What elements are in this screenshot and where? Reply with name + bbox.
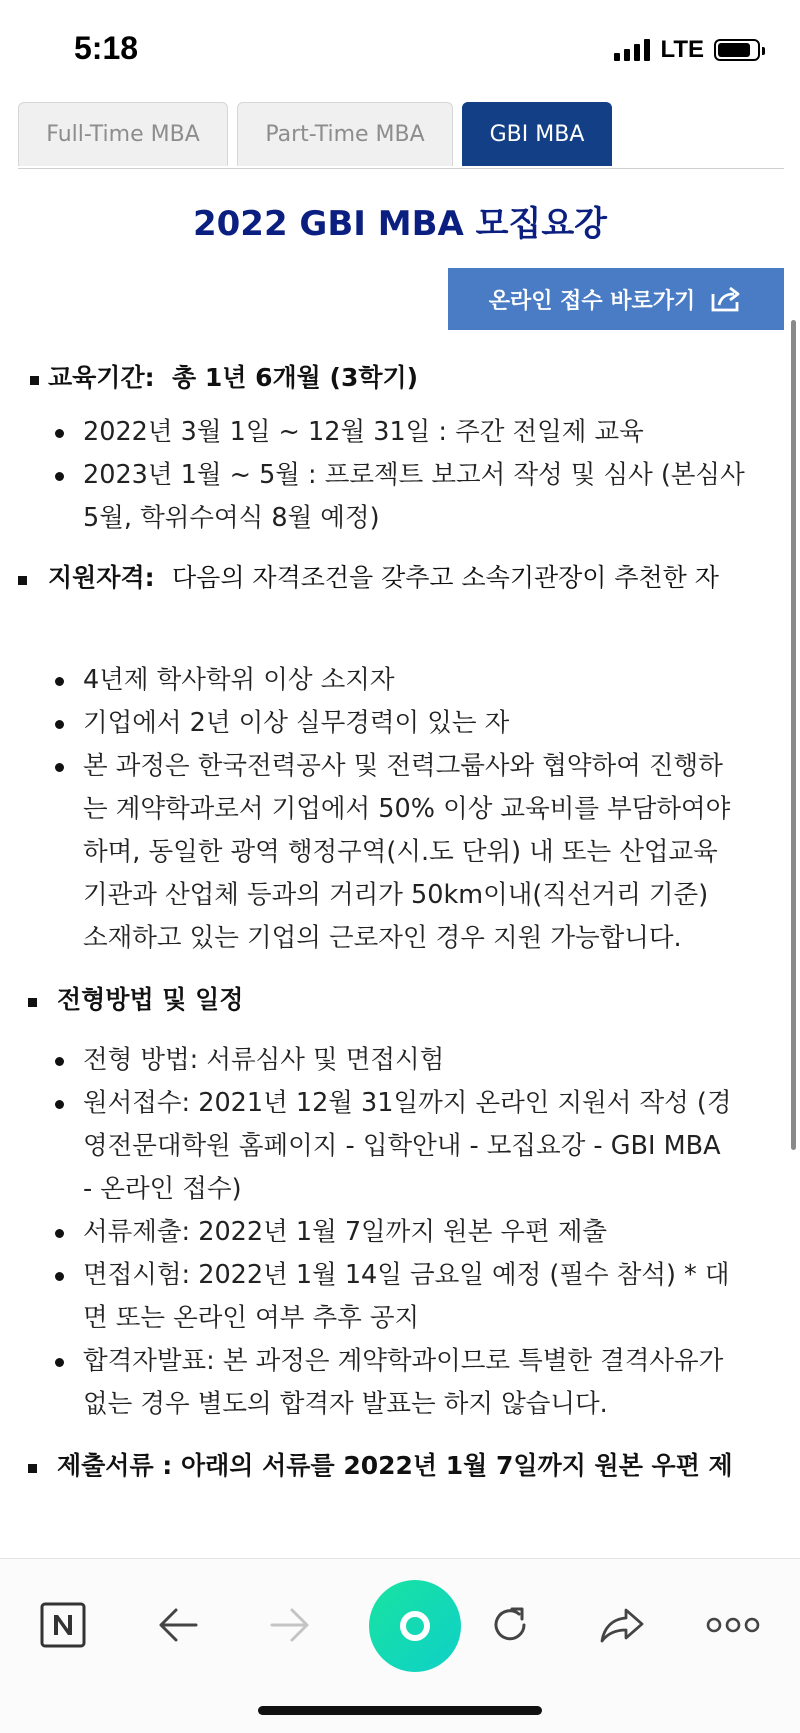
- scrollbar[interactable]: [791, 320, 796, 1150]
- list-item: 전형 방법: 서류심사 및 면접시험: [0, 1039, 790, 1082]
- section-period-heading: 교육기간: 총 1년 6개월 (3학기): [30, 360, 790, 395]
- list-item: 면접시험: 2022년 1월 14일 금요일 예정 (필수 참석) * 대 면 또는 온라인 여부 추후 공지: [0, 1254, 790, 1340]
- naver-n-icon: [40, 1602, 86, 1648]
- list-item: 합격자발표: 본 과정은 계약학과이므로 특별한 결격사유가 없는 경우 별도의 합격자 발표는 하지 않습니다.: [0, 1340, 790, 1426]
- share-icon: [598, 1604, 646, 1646]
- status-time: 5:18: [74, 30, 139, 66]
- reload-icon: [488, 1603, 532, 1647]
- tab-part-time-mba[interactable]: Part-Time MBA: [237, 102, 453, 166]
- battery-icon: [714, 39, 760, 61]
- square-bullet-icon: [28, 998, 37, 1007]
- section-selection-heading: 전형방법 및 일정: [28, 982, 790, 1017]
- status-bar: [0, 0, 800, 100]
- list-item: 본 과정은 한국전력공사 및 전력그룹사와 협약하여 진행하 는 계약학과로서 기업에서 50% 이상 교육비를 부담하여야 하며, 동일한 광역 행정구역(시.도 단위) 내 또는 산업교육 기관과 산업체 등과의 거리가 50km이내(직선거리 기준) 소재하고 있는 기업의 근로자인 경우 지원 가능합니다.: [0, 745, 790, 960]
- section-eligibility-heading: 지원자격: 다음의 자격조건을 갖추고 소속기관장이 추천한 자: [18, 560, 790, 595]
- list-item: 원서접수: 2021년 12월 31일까지 온라인 지원서 작성 (경 영전문대학원 홈페이지 - 입학안내 - 모집요강 - GBI MBA - 온라인 접수): [0, 1082, 790, 1211]
- mba-tabs: [18, 102, 784, 169]
- forward-button[interactable]: [268, 1597, 312, 1653]
- eligibility-list: [0, 659, 790, 960]
- tab-gbi-mba[interactable]: GBI MBA: [462, 102, 612, 166]
- more-button[interactable]: [706, 1597, 760, 1653]
- back-button[interactable]: [156, 1597, 200, 1653]
- signal-icon: [614, 39, 650, 61]
- list-item: 기업에서 2년 이상 실무경력이 있는 자: [0, 702, 790, 745]
- selection-list: [0, 1039, 790, 1426]
- content: [0, 360, 790, 1483]
- more-icon: [706, 1615, 760, 1635]
- list-item: 2023년 1월 ~ 5월 : 프로젝트 보고서 작성 및 심사 (본심사 5월, 학위수여식 8월 예정): [0, 454, 790, 540]
- period-list: [0, 411, 790, 540]
- list-item: 서류제출: 2022년 1월 7일까지 원본 우편 제출: [0, 1211, 790, 1254]
- naver-home-button[interactable]: [40, 1597, 86, 1653]
- share-button[interactable]: [598, 1597, 646, 1653]
- network-label: LTE: [660, 36, 704, 63]
- square-bullet-icon: [30, 376, 39, 385]
- square-bullet-icon: [18, 576, 27, 585]
- online-apply-button[interactable]: [448, 268, 784, 330]
- list-item: 2022년 3월 1일 ~ 12월 31일 : 주간 전일제 교육: [0, 411, 790, 454]
- arrow-left-icon: [156, 1605, 200, 1645]
- page-title: 2022 GBI MBA 모집요강: [192, 204, 608, 244]
- online-apply-label: 온라인 접수 바로가기: [488, 288, 696, 314]
- arrow-right-icon: [268, 1605, 312, 1645]
- green-dot-icon: [368, 1579, 462, 1673]
- list-item: 4년제 학사학위 이상 소지자: [0, 659, 790, 702]
- home-indicator: [258, 1706, 542, 1715]
- external-link-icon: [709, 284, 743, 314]
- square-bullet-icon: [28, 1464, 37, 1473]
- green-dot-button[interactable]: [368, 1579, 462, 1673]
- tab-full-time-mba[interactable]: Full-Time MBA: [18, 102, 228, 166]
- section-documents-heading: 제출서류 : 아래의 서류를 2022년 1월 7일까지 원본 우편 제: [28, 1448, 790, 1483]
- reload-button[interactable]: [488, 1597, 532, 1653]
